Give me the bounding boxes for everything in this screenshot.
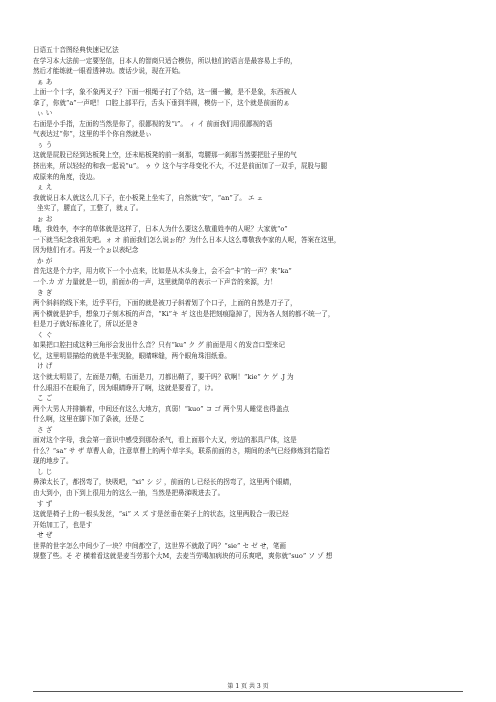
paragraph-line: 世界的世字怎么中间少了一块？中间都空了，这世界不就散了吗？“sie” セ ゼ せ，笔画: [33, 541, 287, 550]
paragraph-line: 哦，我姓李，李字的草体就是这样了，日本人为什么要这么敬重姓李的人呢？大家就“o”: [33, 225, 288, 234]
paragraph-line: 规整了些。そ ぞ 横着看这就是麦当劳那个大M，去麦当劳喝加病块的可乐爽吧，爽你就“suo” ソ ゾ 想: [33, 552, 333, 561]
paragraph-line: 如果把口腔扫成这种三角形会发出什么音？只有“ku” ク グ 前面是用く的发音口型来记: [33, 341, 286, 350]
kana-heading: ぃ い: [37, 109, 53, 118]
kana-heading: け げ: [37, 362, 53, 371]
paragraph-line: 忆，这里明显描绘的就是半张哭脸，眼睛咪缝，两个眼角珠泪纸垂。: [33, 351, 231, 360]
kana-heading: ぉ お: [37, 214, 53, 223]
paragraph-line: 但是刀子就好标准化了，所以还是き: [33, 320, 139, 329]
paragraph-line: 成原来的角度，没边。: [33, 172, 99, 181]
document-body: [33, 45, 463, 562]
paragraph-line: 坐实了，腰直了，工整了，就ぇ了。: [37, 204, 143, 213]
paragraph-line: 右面是小手指，左面的当然是你了，很鄙视的发“i”。 ィ イ 前面我们用很鄙视的语: [33, 119, 273, 128]
kana-heading: き ぎ: [37, 288, 53, 297]
paragraph-line: 然后才能练就一眼看透神功。废话少说，现在开始。: [33, 67, 185, 76]
paragraph-line: 拿了，你就“a”一声吧！ 口腔上部平行，舌头下垂到半圆，模仿一下，这个就是前面的ぁ: [33, 98, 290, 107]
kana-heading: か が: [37, 256, 53, 265]
paragraph-line: 这就是屁股已经到达板凳上空，还未贴板凳的前一刹那，弯腰那一刹那当然要把肚子里的气: [33, 151, 297, 160]
paragraph-line: 什么眼泪不在眼角了，因为眼睛睁开了啊，这就是要看了，け。: [33, 383, 218, 392]
paragraph-line: 由大到小，由下到上很用力的这么一抽，当然是把鼻涕吸进去了。: [33, 488, 225, 497]
kana-heading: し じ: [37, 467, 53, 476]
paragraph-line: 这就是椅子上的一根头发丝，“si” ス ズ す是丝垂在架子上的状态，这里两股合一股已经: [33, 510, 289, 519]
paragraph-line: 什么？“sa” サ ザ 草曹人命，注意草曹上的两个草字头，联系前面的さ，期间的杀气已经修炼到若隐若: [33, 446, 331, 455]
paragraph-line: 一下就当纪念我祖先吧。ォ オ 前面我们怎么说ぉ的？为什么日本人这么尊敬我李家的人呢，答案在这里，: [33, 235, 341, 244]
kana-heading: さ ざ: [37, 425, 53, 434]
page-number-footer: 第 1 页 共 3 页: [227, 683, 269, 690]
paragraph-line: 面对这个字母，我会第一意识中感受到那份杀气，看上面那个大叉，旁边的那具尸体，这是: [33, 436, 297, 445]
kana-heading: ぁ あ: [37, 77, 53, 86]
footer-divider: [33, 691, 463, 692]
paragraph-line: 我就说日本人就这么几下子，在小板凳上坐实了，自然就“安”，“an”了。 エ ェ: [33, 193, 264, 202]
document-title: 日语五十音图经典快速记忆法: [33, 46, 119, 54]
paragraph-line: 鼻涕太长了，都拐弯了，快吸吧，“xi” シ ジ ，前面的し已经长的拐弯了，这里两个眼睛，: [33, 478, 296, 487]
paragraph-line: 一个.カ ガ 力量就是一切，前面か的一声，这里就简单的表示一下声音的来源，力！: [33, 278, 277, 287]
paragraph-line: 开始加工了，也是す: [33, 520, 93, 529]
paragraph-line: 两个斜斜的线下来，近乎平行，下面的就是被刀子斜着划了个口子，上面的自然是刀子了，: [33, 299, 297, 308]
kana-heading: せ ぜ: [37, 531, 53, 540]
kana-heading: く ぐ: [37, 330, 53, 339]
paragraph-line: 两个横就是护手，想象刀子刻木板的声音，“Ki”キ ギ 这也是把刻痕隐掉了，因为各人刻的都不统一了，: [33, 309, 335, 318]
paragraph-line: 什么啊，这里在脚下加了条被，还是こ: [33, 415, 146, 424]
kana-heading: こ ご: [37, 394, 53, 403]
paragraph-line: 两个大男人并排躺着，中间还有这么大地方，真弱！“kuo” コ ゴ 两个男人睡觉也得盖点: [33, 404, 290, 413]
paragraph-line: 这个就太明显了，左面是刀鞘，右面是刀，刀都出鞘了，要干吗？砍啊！“kie” ケ ゲ .J 为: [33, 372, 294, 381]
paragraph-line: 因为他们有才。再发一个ぉ以表纪念: [33, 246, 139, 255]
kana-heading: ぇ え: [37, 183, 53, 192]
paragraph-line: 气表达过“你”，这里的半个你自然就是ぃ: [33, 130, 152, 139]
kana-heading: ぅ う: [37, 140, 53, 149]
paragraph-line: 在学习本大法前一定要坚信，日本人的智商只适合模仿，所以他们的语言是最容易上手的，: [33, 56, 297, 65]
paragraph-line: 挤出来，所以轻轻的和我一起说“u”。 ゥ ウ 这个与字母变化不大，不过是前面加了一双手，屁股与腿: [33, 162, 328, 171]
paragraph-line: 现的地步了。: [33, 457, 73, 466]
kana-heading: す ず: [37, 499, 53, 508]
paragraph-line: 上面一个十字，象不象两叉子？下面一根绳子打了个结，这一圈一撇，是不是象，东西被人: [33, 88, 297, 97]
paragraph-line: 首先这是个力字，用力吹下一个小点来，比如是从木头身上，会不会“卡”的一声？来“ka”: [33, 267, 292, 276]
